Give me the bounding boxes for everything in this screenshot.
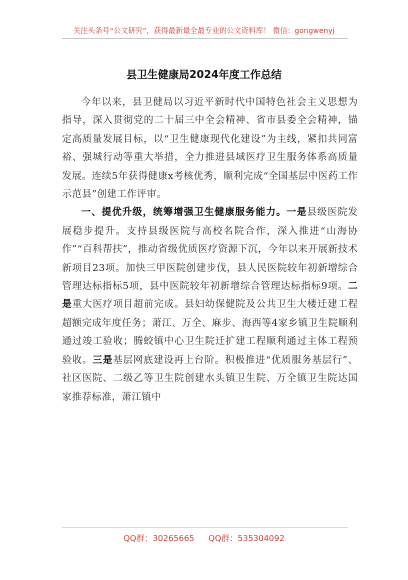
- footer-contact: [0, 533, 408, 544]
- footer-divider: [62, 527, 348, 528]
- promo-banner: 关注头条号“公文研究”，获得最新最全最专业的公文资料库！ 微信：gongwenyj: [73, 26, 335, 35]
- qq-group-2: QQ群：535304092: [208, 533, 285, 543]
- section-1-heading: 一、提优升级，统筹增强卫生健康服务能力。: [81, 207, 287, 219]
- qq-group-1: QQ群：30265665: [123, 533, 195, 543]
- section-1-paragraph: [62, 204, 358, 406]
- point-2-lead: 二是: [62, 281, 358, 311]
- document-body: [62, 94, 358, 407]
- point-3-text: 基层网底建设再上台阶。积极推进“优质服务基层行”、社区医院、二级乙等卫生院创建水头镇卫生院、万全镇卫生院达国家推荐标准，萧江镇中: [62, 354, 358, 403]
- point-1-lead: 一是: [286, 207, 307, 219]
- document-title: 县卫生健康局2024年度工作总结: [126, 69, 282, 81]
- intro-paragraph: 今年以来，县卫健局以习近平新时代中国特色社会主义思想为指导，深入贯彻党的二十届三中全会精神、省市县委全会精神，锚定高质量发展目标，以“卫生健康现代化建设”为主线，紧扣共同富裕、强城行动等重大举措，全力推进县域医疗卫生服务体系高质量发展。连续5年获得健康x考核优秀，顺利完成“全国基层中医药工作示范县”创建工作评审。: [62, 97, 358, 201]
- point-2-text: 重大医疗项目超前完成。县妇幼保健院及公共卫生大楼迁建工程超额完成年度任务；萧江、万全、麻步、海西等4家乡镇卫生院顺利通过竣工验收；腾蛟镇中心卫生院迁扩建工程顺利通过主体工程预验收。: [62, 299, 358, 366]
- point-1-text: 县级医院发展稳步提升。支持县级医院与高校名院合作，深入推进“山海协作”“百科帮扶”，推动省级优质医疗资源下沉，今年以来开展新技术新项目23项。加快三甲医院创建步伐，县人民医院较年初新增综合管理达标指标5项，县中医院较年初新增综合管理达标指标9项。: [62, 207, 358, 293]
- point-3-lead: 三是: [92, 354, 113, 366]
- header-divider: [62, 38, 348, 39]
